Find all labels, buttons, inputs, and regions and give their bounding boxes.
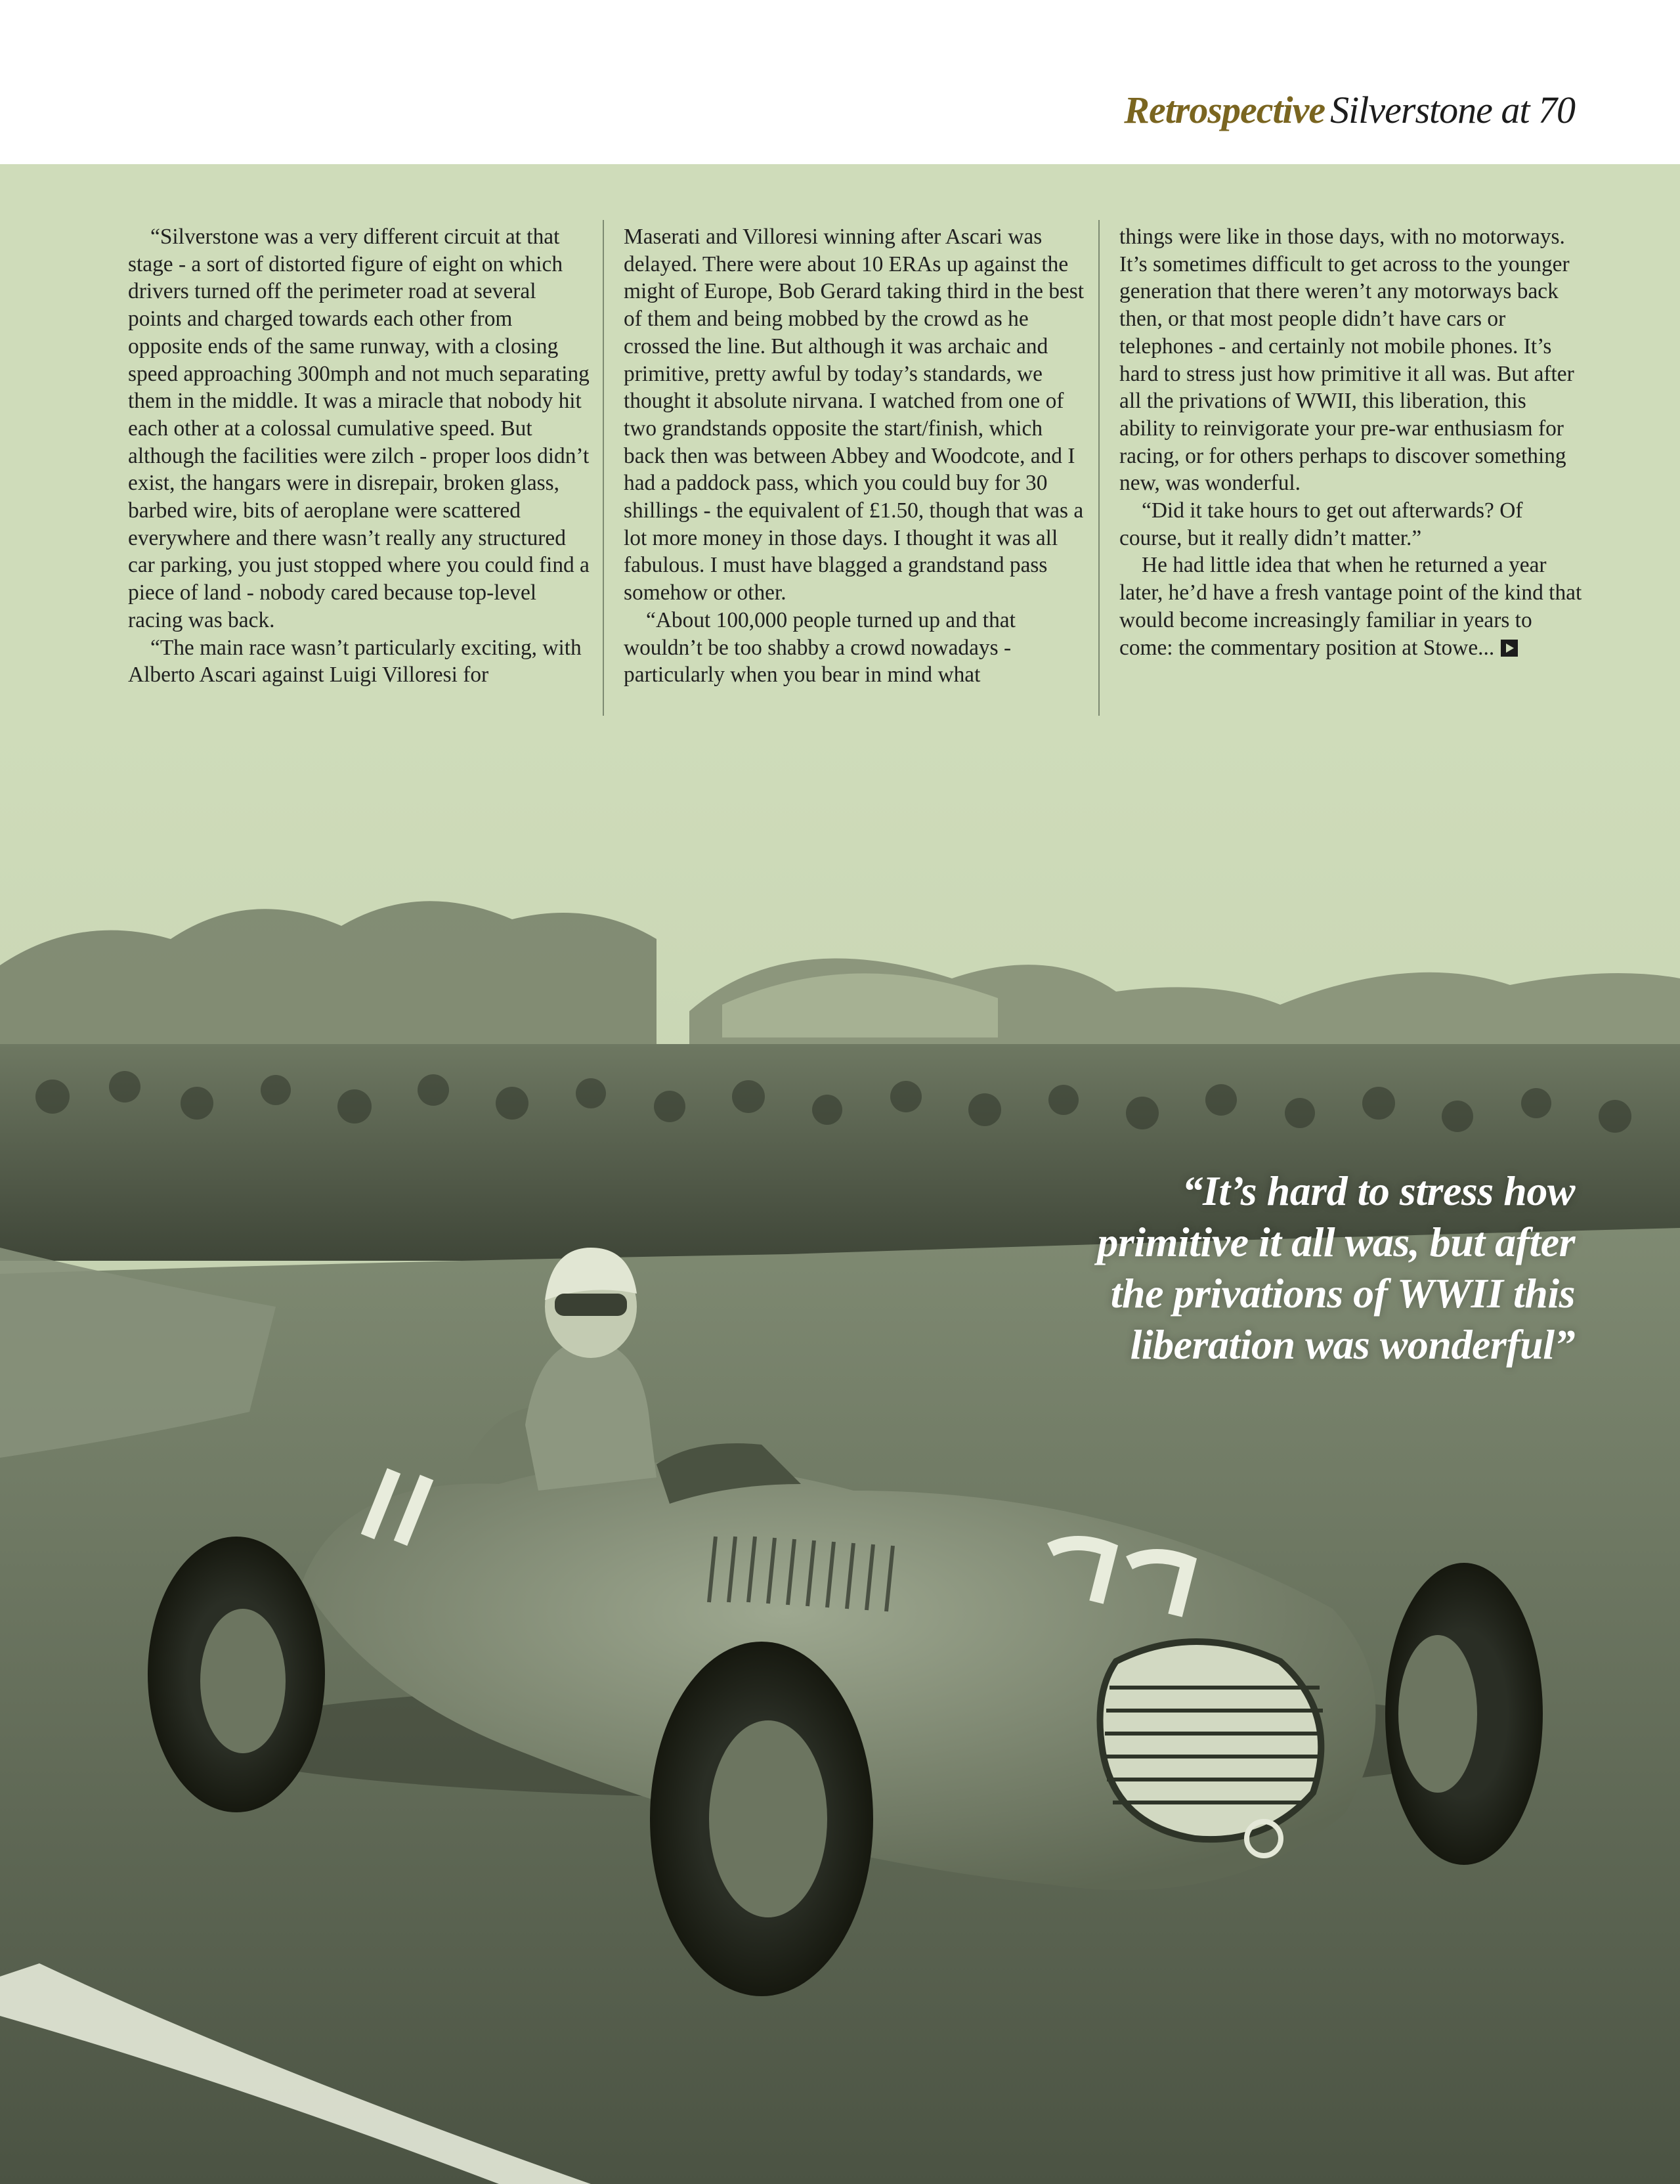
article-column-3 xyxy=(1119,223,1582,661)
paragraph: “Silverstone was a very different circuit at that stage - a sort of distorted figure of eight on which drivers turned off the perimeter road at several points and charged towards each other from opposite ends of the same runway, with a closing speed approaching 300mph and not much separating them in the middle. It was a miracle that nobody hit each other at a colossal cumulative speed. But although the facilities were zilch - proper loos didn’t exist, the hangars were in disrepair, broken glass, barbed wire, bits of aeroplane were scattered everywhere and there wasn’t really any structured car parking, you just stopped where you could find a piece of land - nobody cared because top-level racing was back. xyxy=(128,225,590,632)
running-head xyxy=(1124,84,1575,137)
article-panel xyxy=(0,164,1680,2184)
race-car-photo xyxy=(0,729,1680,2184)
column-rule xyxy=(1098,220,1100,716)
article-column-2 xyxy=(624,223,1087,689)
column-rule xyxy=(603,220,604,716)
paragraph: Maserati and Villoresi winning after Ascari was delayed. There were about 10 ERAs up against the might of Europe, Bob Gerard taking third in the best of them and being mobbed by the crowd as he crossed the line. But although it was archaic and primitive, pretty awful by today’s standards, we thought it absolute nirvana. I watched from one of two grandstands opposite the start/finish, which back then was between Abbey and Woodcote, and I had a paddock pass, which you could buy for 30 shillings - the equivalent of £1.50, though that was a lot more money in those days. I thought it was all fabulous. I must have blagged a grandstand pass somehow or other. xyxy=(624,225,1085,605)
paragraph: things were like in those days, with no motorways. It’s sometimes difficult to get across to the younger generation that there weren’t any motorways back then, or that most people didn’t have cars or telephones - and certainly not mobile phones. It’s hard to stress just how primitive it all was. But after all the privations of WWII, this liberation, this ability to reinvigorate your pre-war enthusiasm for racing, or for others perhaps to discover something new, was wonderful. xyxy=(1119,225,1574,496)
paragraph: “About 100,000 people turned up and that wouldn’t be too shabby a crowd nowadays - particularly when you bear in mind what xyxy=(624,607,1016,688)
article-title: Silverstone at 70 xyxy=(1330,89,1575,131)
article-column-1 xyxy=(128,223,591,689)
paragraph-final xyxy=(1119,552,1582,661)
paragraph: “Did it take hours to get out afterwards? Of course, but it really didn’t matter.” xyxy=(1119,498,1523,550)
pull-quote: “It’s hard to stress how primitive it all was, but after the privations of WWII this liberation was wonderful” xyxy=(1097,1168,1575,1368)
page-header xyxy=(0,0,1680,164)
paragraph: “The main race wasn’t particularly exciting, with Alberto Ascari against Luigi Villoresi for xyxy=(128,635,582,688)
section-label: Retrospective xyxy=(1124,89,1325,131)
paragraph: He had little idea that when he returned a year later, he’d have a fresh vantage point of the kind that would become increasingly familiar in years to come: the commentary position at Stowe... xyxy=(1119,553,1582,660)
end-of-article-icon xyxy=(1501,640,1518,657)
